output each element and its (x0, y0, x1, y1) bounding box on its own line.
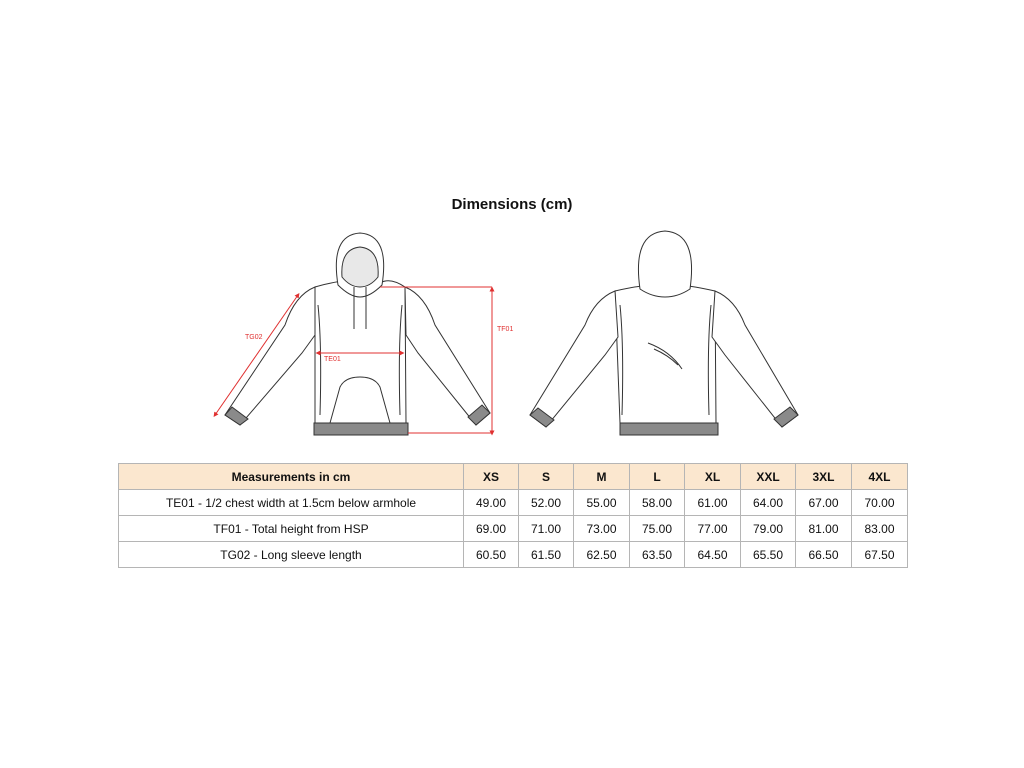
page-title: Dimensions (cm) (451, 196, 573, 213)
size-column-header: XXL (741, 464, 796, 490)
table-cell: 83.00 (852, 516, 908, 542)
table-cell: 77.00 (685, 516, 741, 542)
table-cell: 64.50 (685, 542, 741, 568)
table-cell: 75.00 (630, 516, 685, 542)
height-dimension-label: TF01 (497, 326, 514, 333)
table-cell: 58.00 (630, 490, 685, 516)
table-cell: 63.50 (630, 542, 685, 568)
table-cell: 61.00 (685, 490, 741, 516)
size-column-header: XS (464, 464, 519, 490)
size-column-header: M (574, 464, 630, 490)
table-cell: 73.00 (574, 516, 630, 542)
table-cell: 61.50 (519, 542, 574, 568)
size-column-header: 4XL (852, 464, 908, 490)
measurement-column-header: Measurements in cm (119, 464, 464, 490)
front-hoodie-drawing (225, 233, 490, 435)
size-column-header: L (630, 464, 685, 490)
table-cell: 62.50 (574, 542, 630, 568)
chest-dimension-label: TE01 (324, 356, 341, 363)
table-cell: 66.50 (796, 542, 852, 568)
size-column-header: XL (685, 464, 741, 490)
table-row (119, 516, 908, 542)
table-cell: 81.00 (796, 516, 852, 542)
table-cell: 67.00 (796, 490, 852, 516)
table-cell: 55.00 (574, 490, 630, 516)
measurement-label: TF01 - Total height from HSP (119, 516, 464, 542)
size-chart-table (118, 463, 908, 568)
table-row (119, 542, 908, 568)
table-cell: 52.00 (519, 490, 574, 516)
table-cell: 65.50 (741, 542, 796, 568)
table-header-row (119, 464, 908, 490)
size-column-header: 3XL (796, 464, 852, 490)
table-cell: 49.00 (464, 490, 519, 516)
sleeve-dimension-label: TG02 (245, 334, 263, 341)
hoodie-illustration (200, 225, 820, 445)
table-cell: 79.00 (741, 516, 796, 542)
table-cell: 64.00 (741, 490, 796, 516)
measurement-label: TE01 - 1/2 chest width at 1.5cm below armhole (119, 490, 464, 516)
measurement-label: TG02 - Long sleeve length (119, 542, 464, 568)
table-cell: 60.50 (464, 542, 519, 568)
table-row (119, 490, 908, 516)
table-cell: 67.50 (852, 542, 908, 568)
back-hoodie-drawing (530, 231, 798, 435)
table-cell: 70.00 (852, 490, 908, 516)
table-cell: 69.00 (464, 516, 519, 542)
table-cell: 71.00 (519, 516, 574, 542)
size-column-header: S (519, 464, 574, 490)
